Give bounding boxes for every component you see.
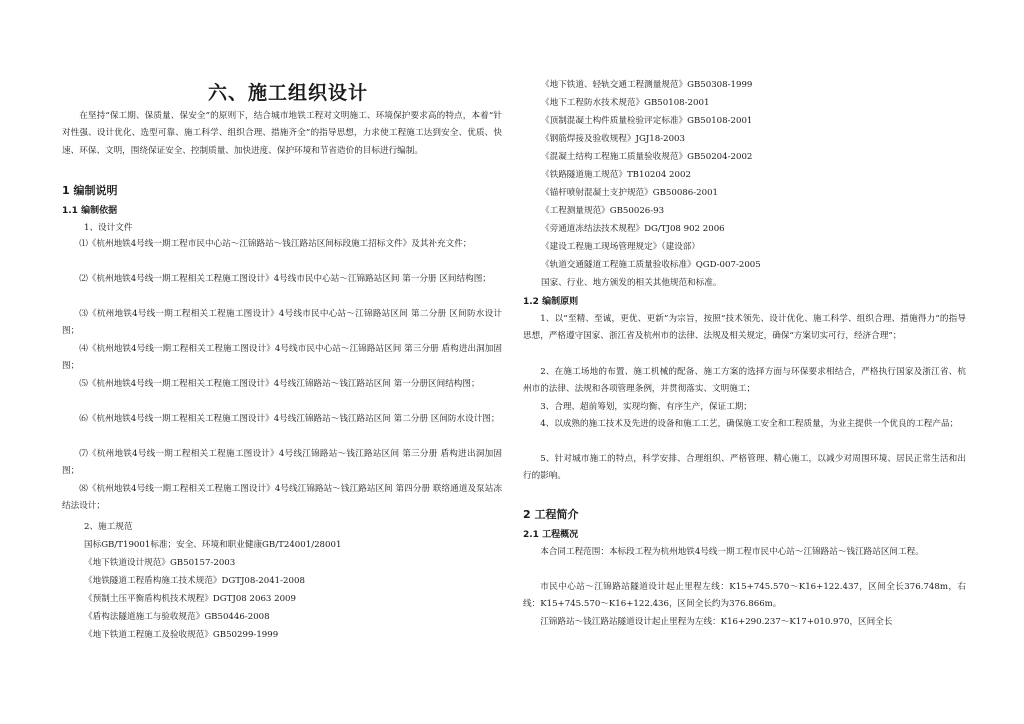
overview-paragraph: 江锦路站～钱江路站隧道设计起止里程为左线：K16+290.237～K17+010.970，区间全长 xyxy=(540,617,893,627)
heading-project-intro: 2 工程简介 xyxy=(523,508,579,521)
standard-item: 《地下铁道、轻轨交通工程测量规范》GB50308-1999 xyxy=(541,80,753,90)
standard-item: 《地下工程防水技术规范》GB50108-2001 xyxy=(541,98,710,108)
principle-item: 4、以成熟的施工技术及先进的设备和施工工艺，确保施工安全和工程质量，为业主提供一个优良的工程产品； xyxy=(540,419,959,429)
construction-standards-heading: 2、施工规范 xyxy=(84,522,133,532)
standard-item: 《预制土压平衡盾构机技术规程》DGTJ08 2063 2009 xyxy=(84,594,296,604)
standard-item: 《地下铁道设计规范》GB50157-2003 xyxy=(84,558,236,568)
standard-item: 《轨道交通隧道工程施工质量验收标准》QGD-007-2005 xyxy=(541,260,761,270)
doc-item: ⑶《杭州地铁4号线一期工程相关工程施工图设计》4号线市民中心站～江锦路站区间 第二分册 区间防水设计图； xyxy=(62,309,502,337)
section-title: 六、施工组织设计 xyxy=(208,82,369,104)
standard-item: 《盾构法隧道施工与验收规范》GB50446-2008 xyxy=(84,612,270,622)
heading-compile-principles: 1.2 编制原则 xyxy=(523,297,579,307)
standard-item: 《铁路隧道施工规范》TB10204 2002 xyxy=(541,170,691,180)
overview-paragraph: 市民中心站～江锦路站隧道设计起止里程左线：K15+745.570～K16+122.437，区间全长376.748m，右线：K15+745.570～K16+122.436，区间全长约为376.866m。 xyxy=(523,582,966,610)
doc-item: ⑷《杭州地铁4号线一期工程相关工程施工图设计》4号线市民中心站～江锦路站区间 第三分册 盾构进出洞加固图； xyxy=(62,344,502,372)
heading-compile-notes: 1 编制说明 xyxy=(62,184,118,197)
heading-compile-basis: 1.1 编制依据 xyxy=(62,206,118,216)
standard-item: 《工程测量规范》GB50026-93 xyxy=(541,206,665,216)
standard-item: 《建设工程施工现场管理规定》（建设部） xyxy=(541,242,700,252)
standard-item: 《地铁隧道工程盾构施工技术规范》DGTJ08-2041-2008 xyxy=(84,576,305,586)
standard-item: 《顶制混凝土构件质量检验评定标准》GB50108-2001 xyxy=(541,116,753,126)
principle-item: 5、针对城市施工的特点，科学安排、合理组织、严格管理、精心施工，以减少对周围环境、居民正常生活和出行的影响。 xyxy=(523,454,966,482)
heading-project-overview: 2.1 工程概况 xyxy=(523,530,579,540)
doc-item: ⑻《杭州地铁4号线一期工程相关工程施工图设计》4号线江锦路站～钱江路站区间 第四分册 联络通道及泵站冻结法设计； xyxy=(62,484,502,512)
standards-tail: 国家、行业、地方颁发的相关其他规范和标准。 xyxy=(541,278,722,288)
standard-item: 《混凝土结构工程施工质量验收规范》GB50204-2002 xyxy=(541,152,753,162)
doc-item: ⑺《杭州地铁4号线一期工程相关工程施工图设计》4号线江锦路站～钱江路站区间 第三分册 盾构进出洞加固图； xyxy=(62,449,502,477)
standard-item: 《钢筋焊接及验收规程》JGJ18-2003 xyxy=(541,134,685,144)
overview-paragraph: 本合同工程范围：本标段工程为杭州地铁4号线一期工程市民中心站～江锦路站～钱江路站区间工程。 xyxy=(540,547,924,557)
principle-item: 1、以“至精、至诚，更优、更新”为宗旨，按照“技术领先、设计优化、施工科学、组织合理、措施得力”的指导思想，严格遵守国家、浙江省及杭州市的法律、法规及相关规定，确保“方案切实可行，经济合理”； xyxy=(523,314,966,342)
standard-item: 国标GB/T19001标准；安全、环境和职业健康GB/T24001/28001 xyxy=(84,540,342,550)
standard-item: 《旁通道冻结法技术规程》DG/TJ08 902 2006 xyxy=(541,224,725,234)
intro-paragraph: 在坚持“保工期、保质量、保安全”的原则下，结合城市地铁工程对文明施工、环境保护要求高的特点，本着“针对性强、设计优化、选型可靠、施工科学、组织合理、措施齐全”的指导思想，力求使工程施工达到安全、优质、快速、环保、文明，围绕保证安全、控制质量、加快进度、保护环境和节省造价的目标进行编制。 xyxy=(62,111,502,156)
doc-item: ⑹《杭州地铁4号线一期工程相关工程施工图设计》4号线江锦路站～钱江路站区间 第二分册 区间防水设计图； xyxy=(79,414,500,424)
doc-item: ⑵《杭州地铁4号线一期工程相关工程施工图设计》4号线市民中心站～江锦路站区间 第一分册 区间结构图； xyxy=(79,274,491,284)
doc-item: ⑸《杭州地铁4号线一期工程相关工程施工图设计》4号线江锦路站～钱江路站区间 第一分册区间结构图； xyxy=(79,379,480,389)
principle-item: 3、合理、超前筹划，实现均衡、有序生产，保证工期； xyxy=(540,402,752,412)
standard-item: 《地下铁道工程施工及验收规范》GB50299-1999 xyxy=(84,630,279,640)
doc-item: ⑴《杭州地铁4号线一期工程市民中心站～江锦路站～钱江路站区间标段施工招标文件》及其补充文件； xyxy=(79,239,472,249)
principle-item: 2、在施工场地的布置、施工机械的配备、施工方案的选择方面与环保要求相结合，严格执行国家及浙江省、杭州市的法律、法规和各项管理条例，并贯彻落实、文明施工； xyxy=(523,367,966,395)
standard-item: 《锚杆喷射混凝土支护规范》GB50086-2001 xyxy=(541,188,719,198)
design-docs-heading: 1、设计文件 xyxy=(84,223,133,233)
